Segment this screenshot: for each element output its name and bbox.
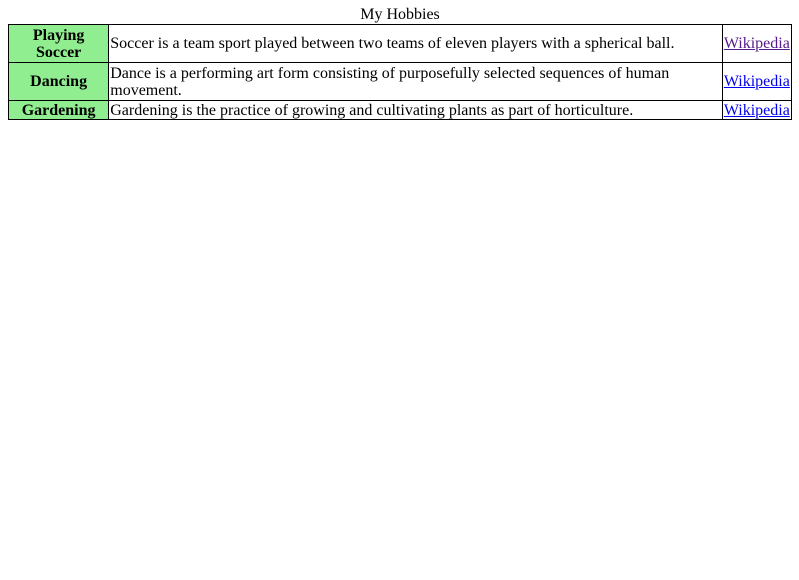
hobby-description-cell: Gardening is the practice of growing and cultivating plants as part of horticulture. xyxy=(109,101,723,120)
table-row xyxy=(9,101,792,120)
table-row xyxy=(9,25,792,63)
hobby-link-cell xyxy=(722,63,791,101)
hobby-description-cell: Soccer is a team sport played between two teams of eleven players with a spherical ball. xyxy=(109,25,723,63)
wikipedia-link[interactable]: Wikipedia xyxy=(723,101,790,119)
hobby-link-cell xyxy=(722,101,791,120)
hobby-name-cell: Playing Soccer xyxy=(9,25,109,63)
table-row xyxy=(9,63,792,101)
wikipedia-link[interactable]: Wikipedia xyxy=(723,73,790,90)
page xyxy=(0,0,799,120)
hobby-link-cell xyxy=(722,25,791,63)
hobby-name-cell: Gardening xyxy=(9,101,109,120)
hobby-description-cell: Dance is a performing art form consisting of purposefully selected sequences of human movement. xyxy=(109,63,723,101)
hobby-name-cell: Dancing xyxy=(9,63,109,101)
wikipedia-link[interactable]: Wikipedia xyxy=(723,35,790,52)
table-caption: My Hobbies xyxy=(360,6,440,23)
hobbies-table xyxy=(8,6,792,120)
